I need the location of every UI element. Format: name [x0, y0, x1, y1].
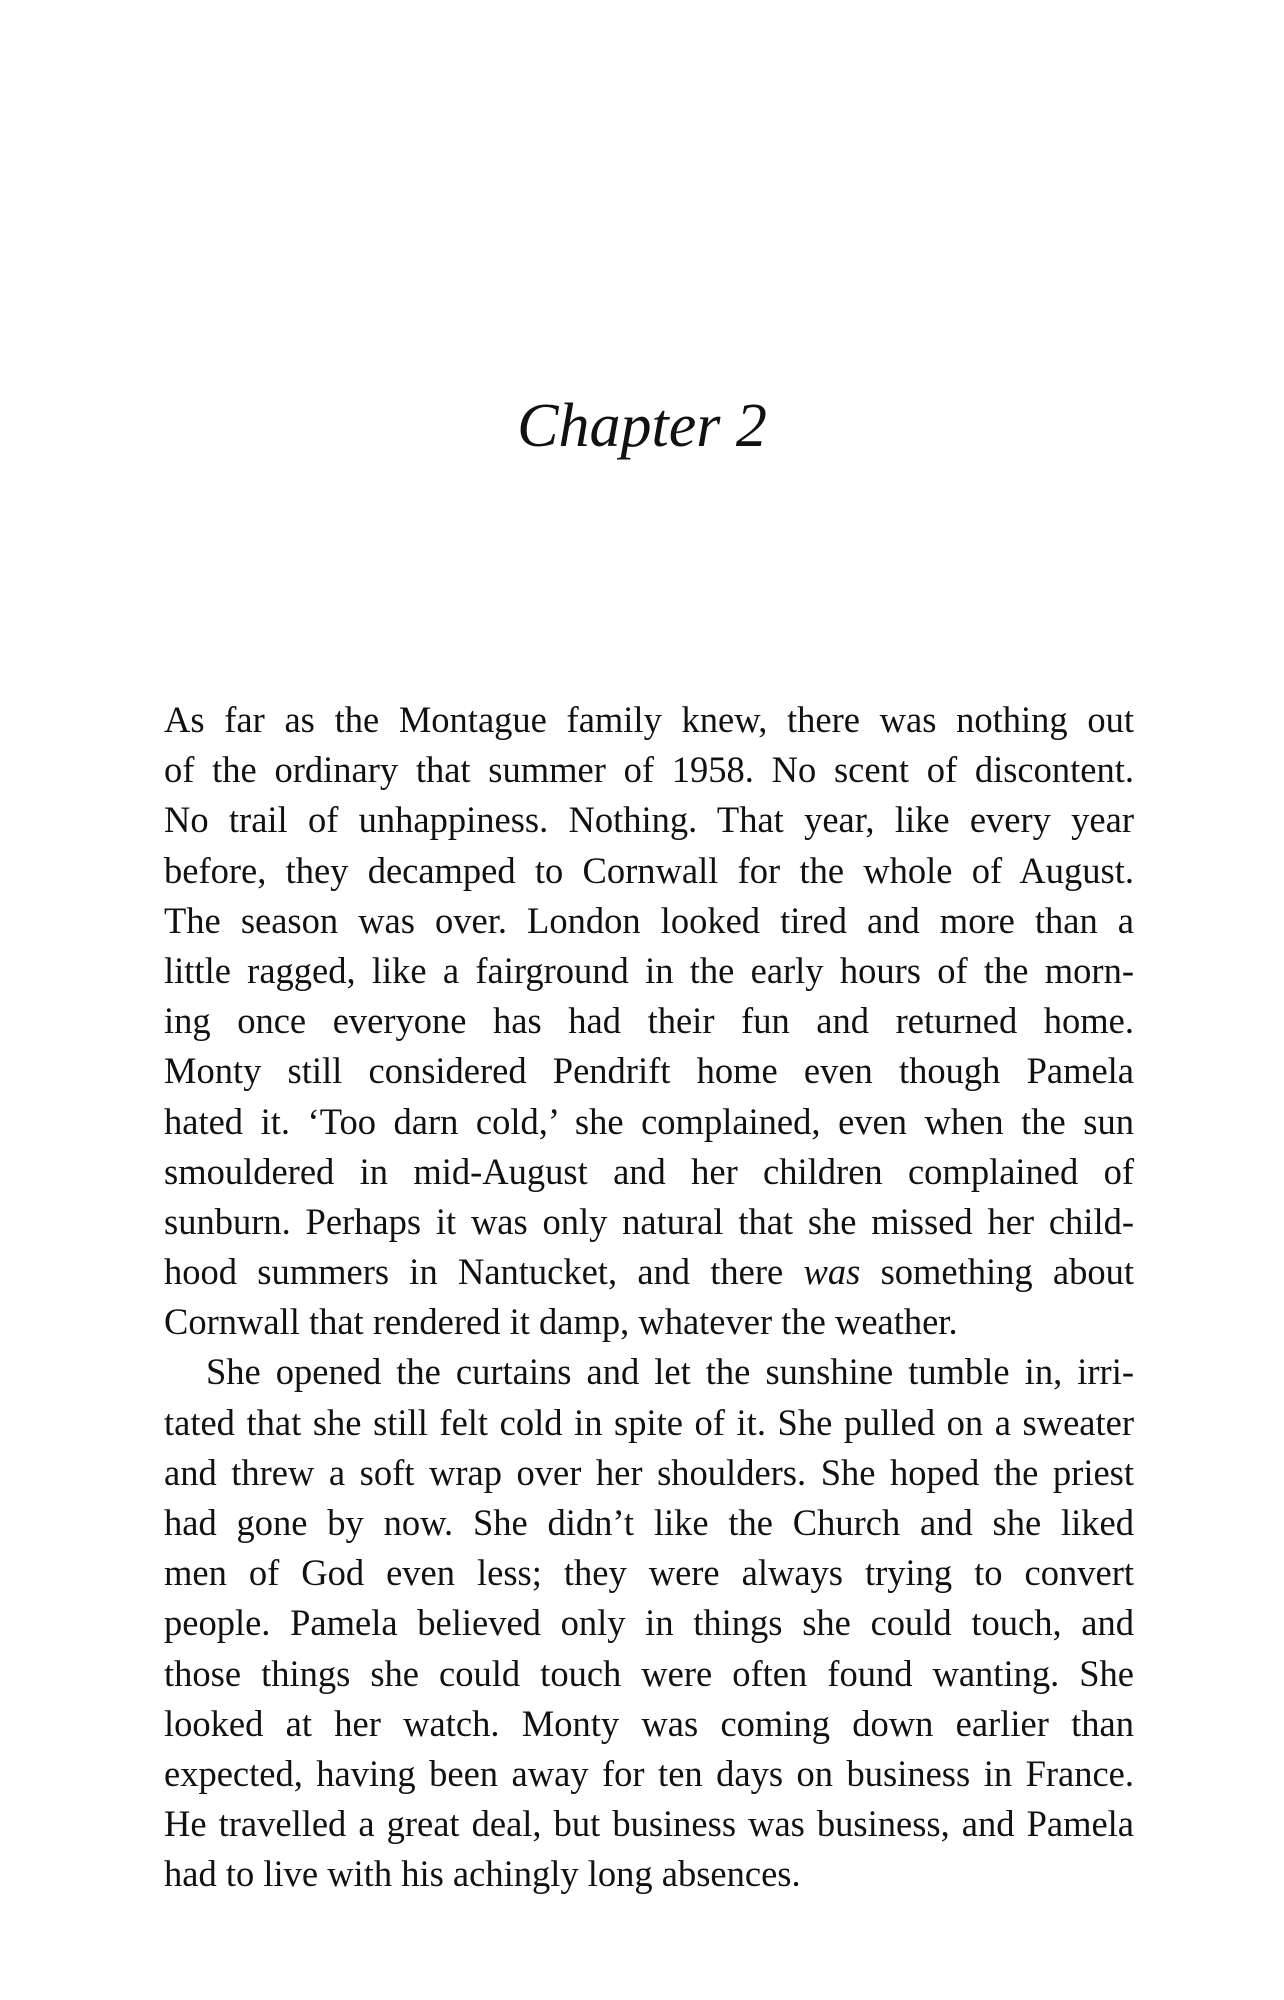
text-line: had gone by now. She didn’t like the Church and she liked — [164, 1502, 1134, 1543]
text-line: little ragged, like a fairground in the early hours of the morn- — [164, 949, 1134, 991]
text-line: men of God even less; they were always trying to convert — [164, 1552, 1134, 1594]
text-line: and threw a soft wrap over her shoulders. She hoped the priest — [164, 1451, 1134, 1493]
text-line: ing once everyone has had their fun and returned home. — [164, 1000, 1134, 1042]
paragraph-1 — [164, 695, 1134, 1347]
text-segment: something about — [860, 1251, 1134, 1293]
text-line: tated that she still felt cold in spite of it. She pulled on a sweater — [164, 1401, 1134, 1443]
text-line: people. Pamela believed only in things she could touch, and — [164, 1602, 1134, 1644]
text-line: sunburn. Perhaps it was only natural that she missed her child- — [164, 1200, 1134, 1242]
text-line: She opened the curtains and let the sunshine tumble in, irri- — [206, 1351, 1134, 1393]
text-line: looked at her watch. Monty was coming down earlier than — [164, 1702, 1134, 1744]
text-line: Cornwall that rendered it damp, whatever the weather. — [164, 1301, 958, 1343]
text-segment: hood summers in Nantucket, and there — [164, 1251, 804, 1293]
text-line: The season was over. London looked tired and more than a — [164, 899, 1134, 941]
text-line: had to live with his achingly long absences. — [164, 1853, 801, 1895]
body-text — [164, 695, 1134, 1900]
text-line: No trail of unhappiness. Nothing. That year, like every year — [164, 799, 1134, 841]
paragraph-2 — [164, 1347, 1134, 1899]
text-line: those things she could touch were often found wanting. She — [164, 1652, 1134, 1694]
text-line: As far as the Montague family knew, there was nothing out — [164, 699, 1134, 740]
text-line: before, they decamped to Cornwall for the whole of August. — [164, 849, 1134, 891]
text-line: expected, having been away for ten days on business in France. — [164, 1752, 1134, 1794]
chapter-title: Chapter 2 — [517, 392, 767, 460]
emphasis-word: was — [803, 1251, 861, 1293]
text-line-with-emphasis — [164, 1247, 1134, 1297]
text-line: He travelled a great deal, but business was business, and Pamela — [164, 1803, 1134, 1845]
text-line: of the ordinary that summer of 1958. No scent of discontent. — [164, 749, 1134, 791]
text-line: Monty still considered Pendrift home even though Pamela — [164, 1050, 1134, 1092]
text-line: smouldered in mid-August and her children complained of — [164, 1150, 1134, 1192]
text-line: hated it. ‘Too darn cold,’ she complained, even when the sun — [164, 1100, 1134, 1142]
